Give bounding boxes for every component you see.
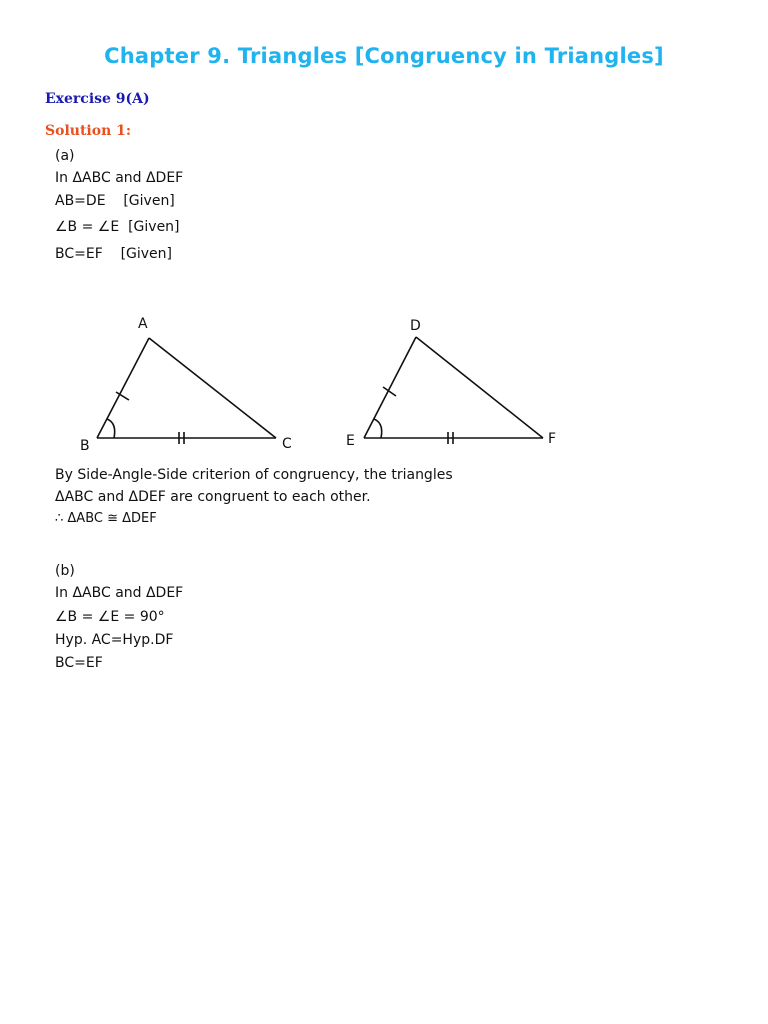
triangle-def <box>364 337 543 444</box>
conclusion-line-2: ΔABC and ΔDEF are congruent to each other. <box>55 489 371 505</box>
angle-e-arc <box>374 419 382 438</box>
exercise-heading: Exercise 9(A) <box>45 91 150 107</box>
part-b-line-4: BC=EF <box>55 655 103 671</box>
triangles-diagram <box>0 290 768 460</box>
conclusion-line-1: By Side-Angle-Side criterion of congruency, the triangles <box>55 467 453 483</box>
triangle-abc <box>97 338 276 444</box>
angle-b-arc <box>107 419 115 438</box>
part-b-line-1: In ΔABC and ΔDEF <box>55 585 184 601</box>
triangles-figure <box>0 290 768 464</box>
part-a-line-1: In ΔABC and ΔDEF <box>55 170 184 186</box>
solution-heading: Solution 1: <box>45 123 132 139</box>
vertex-label-f: F <box>548 431 557 447</box>
part-b-line-3: Hyp. AC=Hyp.DF <box>55 632 174 648</box>
part-a-line-4: BC=EF [Given] <box>55 246 172 262</box>
part-a-line-3: ∠B = ∠E [Given] <box>55 219 180 235</box>
part-b-label: (b) <box>55 563 75 579</box>
vertex-label-d: D <box>410 318 421 334</box>
vertex-label-b: B <box>80 438 90 454</box>
vertex-label-e: E <box>346 433 355 449</box>
part-b-line-2: ∠B = ∠E = 90° <box>55 609 165 625</box>
part-a-line-2: AB=DE [Given] <box>55 193 175 209</box>
page-title: Chapter 9. Triangles [Congruency in Triangles] <box>104 44 664 68</box>
conclusion-line-3: ∴ ΔABC ≅ ΔDEF <box>55 511 157 526</box>
part-a-label: (a) <box>55 148 75 164</box>
vertex-label-c: C <box>282 436 292 452</box>
vertex-label-a: A <box>138 316 148 332</box>
